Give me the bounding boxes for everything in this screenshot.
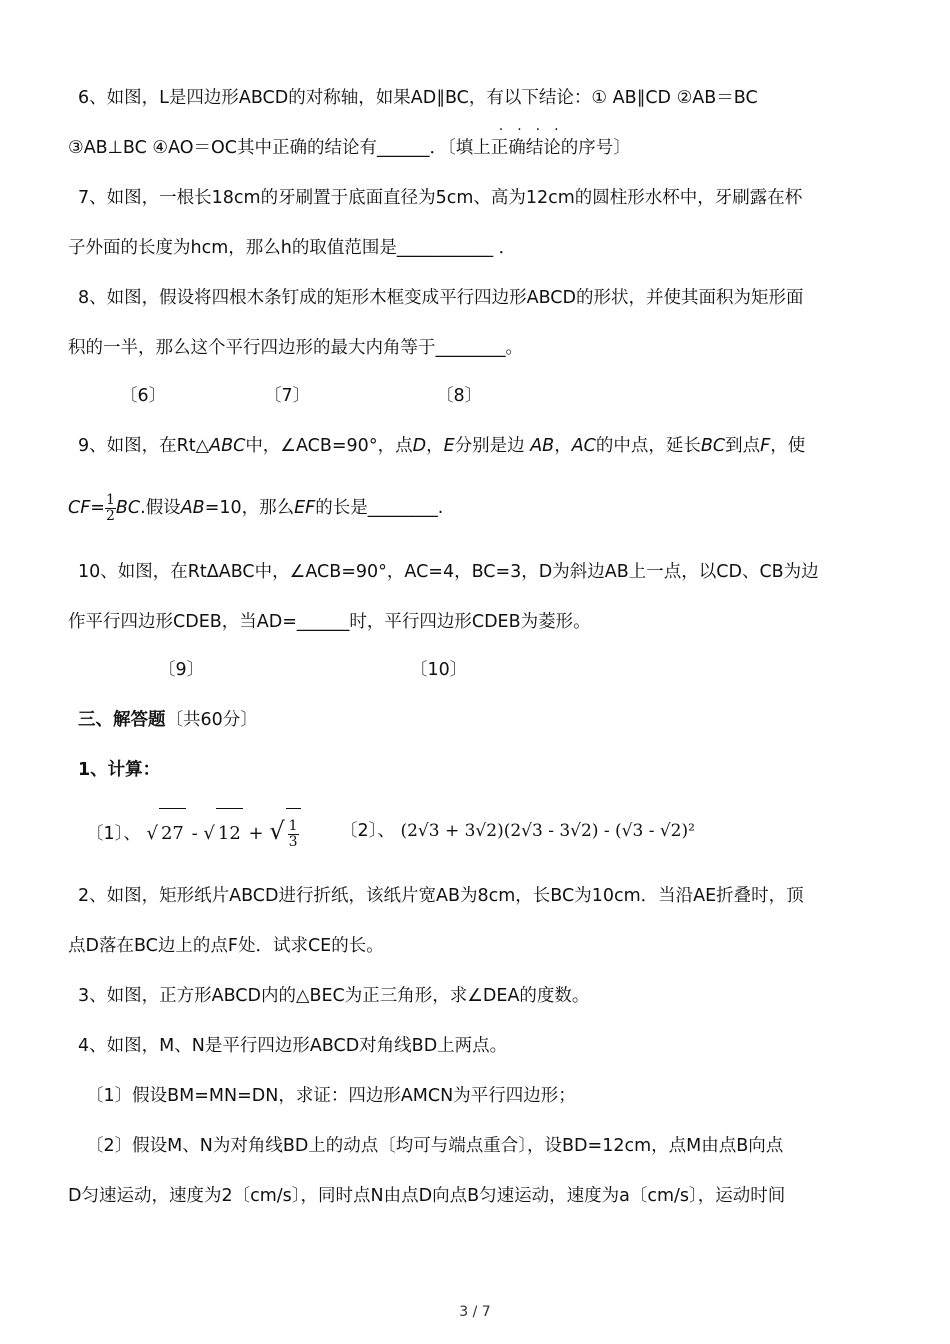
p4-line1: 4、如图，M、N是平行四边形ABCD对角线BD上两点。 (78, 1036, 508, 1056)
p4-line2: 〔1〕假设BM=MN=DN，求证：四边形AMCN为平行四边形； (86, 1086, 576, 1106)
figure-label-6: 〔6〕 (120, 386, 167, 406)
q9-text: =10，那么 (204, 498, 295, 518)
q9-point-f: F (760, 436, 771, 456)
q9-line2 (68, 478, 443, 538)
p1-title: 1、计算： (78, 760, 161, 780)
q9-point-e: E (443, 436, 455, 456)
q9-point-d: D (412, 436, 427, 456)
radicand-12: 12 (216, 808, 243, 859)
figure-label-8: 〔8〕 (436, 386, 483, 406)
q9-text: 的长是________. (315, 498, 444, 518)
q9-triangle: △ABC (195, 436, 246, 456)
p1-part1 (86, 806, 301, 859)
q9-seg-bc: BC (700, 436, 726, 456)
q9-text: .假设 (140, 498, 181, 518)
radicand-fraction (286, 808, 301, 859)
q9-text: 中，∠ACB=90°，点 (245, 436, 413, 456)
p1-part2-expression: (2√3 + 3√2)(2√3 - 3√2) - (√3 - √2)² (400, 821, 695, 841)
q9-seg-ef: EF (294, 498, 316, 518)
q9-seg-bc: BC (115, 498, 141, 518)
q6-emphasis-text: 正确结论 (490, 138, 561, 158)
page-number: 3 / 7 (459, 1304, 491, 1320)
q7-line2: 子外面的长度为hcm，那么h的取值范围是___________ ． (68, 238, 517, 258)
fraction-one-third (288, 819, 299, 850)
q9-line1 (78, 434, 805, 458)
q9-seg-ab: AB (530, 436, 555, 456)
radical-sign: √ (269, 817, 285, 845)
p3-line1: 3、如图，正方形ABCD内的△BEC为正三角形，求∠DEA的度数。 (78, 986, 590, 1006)
q9-seg-cf: CF (68, 498, 91, 518)
emphasis-dots: ···· (498, 122, 573, 138)
q9-text: 到点 (725, 436, 761, 456)
q9-text: ， (554, 436, 572, 456)
figure-label-9: 〔9〕 (158, 660, 205, 680)
q6-line2 (68, 122, 631, 160)
radical-sign: √ (146, 823, 158, 844)
q9-text: = (90, 498, 105, 518)
q9-text: 的中点，延长 (595, 436, 701, 456)
minus-sign: - (185, 823, 204, 844)
section-score: 〔共60分〕 (165, 710, 258, 730)
p2-line2: 点D落在BC边上的点F处．试求CE的长。 (68, 936, 384, 956)
q9-text: ，使 (770, 436, 806, 456)
q6-line2-text: ③AB⊥BC ④AO＝OC其中正确的结论有______．〔填上 (68, 138, 491, 158)
p1-part2 (340, 806, 695, 856)
p1-part1-expression (146, 817, 300, 850)
radicand-27: 27 (159, 808, 186, 859)
q9-text: 分别是边 (454, 436, 525, 456)
p1-part2-label: 〔2〕、 (340, 821, 395, 841)
q8-line2: 积的一半，那么这个平行四边形的最大内角等于________。 (68, 338, 523, 358)
q10-line1: 10、如图，在RtΔABC中，∠ACB=90°，AC=4，BC=3，D为斜边AB上一点，以CD、CB为边 (78, 562, 819, 582)
fraction-denominator: 3 (288, 833, 298, 850)
section-heading (78, 708, 258, 732)
section-title: 三、解答题 (78, 710, 166, 730)
q7-line1: 7、如图，一根长18cm的牙刷置于底面直径为5cm、高为12cm的圆柱形水杯中，牙刷露在杯 (78, 188, 803, 208)
q10-line2: 作平行四边形CDEB，当AD=______时，平行四边形CDEB为菱形。 (68, 612, 591, 632)
q6-emphasis (490, 122, 573, 158)
q9-seg-ab: AB (180, 498, 205, 518)
fraction-numerator: 1 (288, 817, 298, 834)
q6-line1: 6、如图，L是四边形ABCD的对称轴，如果AD∥BC，有以下结论：① AB∥CD ②AB＝BC (78, 88, 758, 108)
q8-line1: 8、如图，假设将四根木条钉成的矩形木框变成平行四边形ABCD的形状，并使其面积为矩形面 (78, 288, 804, 308)
figure-label-10: 〔10〕 (410, 660, 468, 680)
fraction-denominator: 2 (105, 507, 115, 524)
q6-line2-tail: 的序号〕 (560, 138, 631, 158)
q9-seg-ac: AC (571, 436, 596, 456)
radical-sign: √ (203, 823, 215, 844)
q9-text: 9、如图，在Rt (78, 436, 196, 456)
plus-sign: + (242, 823, 270, 844)
p2-line1: 2、如图，矩形纸片ABCD进行折纸，该纸片宽AB为8cm，长BC为10cm．当沿AE折叠时，顶 (78, 886, 804, 906)
fraction-one-half (105, 493, 116, 524)
fraction-numerator: 1 (105, 491, 115, 508)
figure-label-7: 〔7〕 (264, 386, 311, 406)
q9-text: ， (426, 436, 444, 456)
p4-line3: 〔2〕假设M、N为对角线BD上的动点〔均可与端点重合〕，设BD=12cm，点M由点B向点 (86, 1136, 784, 1156)
p4-line4: D匀速运动，速度为2〔cm/s〕，同时点N由点D向点B匀速运动，速度为a〔cm/s〕，运动时间 (68, 1186, 786, 1206)
p1-part1-label: 〔1〕、 (86, 824, 141, 844)
